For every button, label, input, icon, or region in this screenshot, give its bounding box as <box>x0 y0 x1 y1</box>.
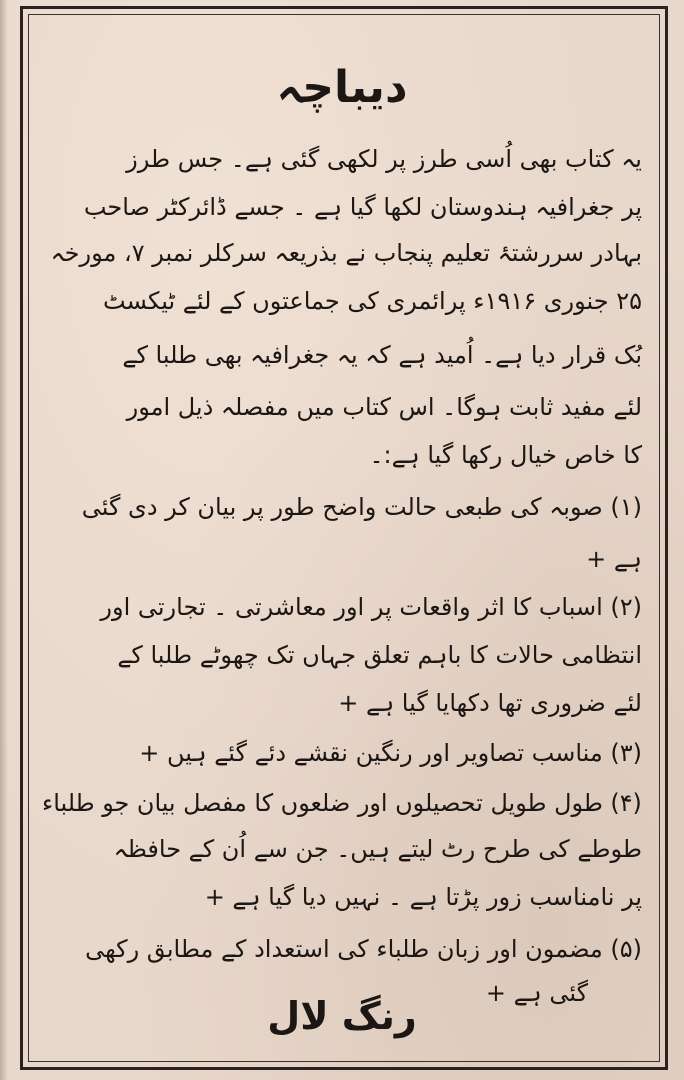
text-line: لئے مفید ثابت ہوگا۔ اس کتاب میں مفصلہ ذیل امور <box>126 393 642 421</box>
page-edge <box>0 0 8 1080</box>
list-item-5-cont: گئی ہے + <box>485 979 588 1007</box>
list-item-4-cont: پر نامناسب زور پڑتا ہے ۔ نہیں دیا گیا ہے + <box>204 883 642 911</box>
text-line: بُک قرار دیا ہے۔ اُمید ہے کہ یہ جغرافیہ بھی طلبا کے <box>122 341 642 369</box>
text-line: پر جغرافیہ ہندوستان لکھا گیا ہے ۔ جسے ڈائرکٹر صاحب <box>83 193 642 221</box>
list-item-4: (۴) طول طویل تحصیلوں اور ضلعوں کا مفصل بیان جو طلباء <box>42 789 642 817</box>
list-item-2-cont: انتظامی حالات کا باہم تعلق جہاں تک چھوٹے طلبا کے <box>117 641 642 669</box>
author-signature: رنگ لال <box>267 994 417 1038</box>
list-item-2: (۲) اسباب کا اثر واقعات پر اور معاشرتی ۔ تجارتی اور <box>100 593 642 621</box>
text-line: ۲۵ جنوری ۱۹۱۶ء پرائمری کی جماعتوں کے لئے ٹیکسٹ <box>103 287 642 315</box>
list-item-2-cont: لئے ضروری تھا دکھایا گیا ہے + <box>338 689 642 717</box>
text-line: یہ کتاب بھی اُسی طرز پر لکھی گئی ہے۔ جس طرز <box>126 145 642 173</box>
list-item-1-cont: ہے + <box>586 545 642 573</box>
list-item-4-cont: طوطے کی طرح رٹ لیتے ہیں۔ جن سے اُن کے حافظہ <box>113 835 642 863</box>
list-item-1: (۱) صوبہ کی طبعی حالت واضح طور پر بیان کر دی گئی <box>81 493 642 521</box>
list-item-3: (۳) مناسب تصاویر اور رنگین نقشے دئے گئے ہیں + <box>139 739 642 767</box>
text-line: بہادر سررشتۂ تعلیم پنجاب نے بذریعہ سرکلر نمبر ۷، مورخہ <box>50 239 642 267</box>
list-item-5: (۵) مضمون اور زبان طلباء کی استعداد کے مطابق رکھی <box>85 935 642 963</box>
text-line: کا خاص خیال رکھا گیا ہے:۔ <box>369 441 642 469</box>
page-title: دیباچہ <box>276 62 408 113</box>
